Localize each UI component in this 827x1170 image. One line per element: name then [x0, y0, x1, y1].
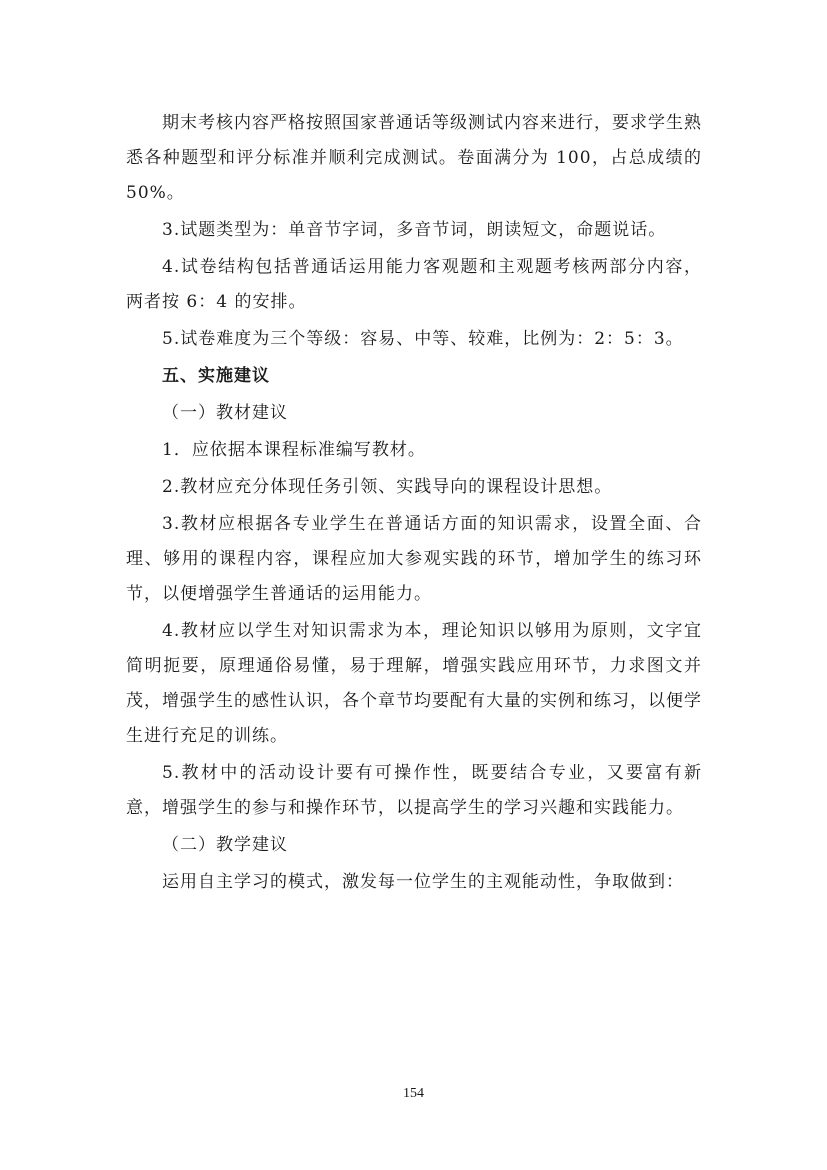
list-item: 3.教材应根据各专业学生在普通话方面的知识需求，设置全面、合理、够用的课程内容，课程应加大参观实践的环节，增加学生的练习环节，以便增强学生普通话的运用能力。: [126, 514, 702, 604]
subsection-heading-teaching: （二）教学建议: [162, 835, 288, 855]
paragraph-teaching-intro: 运用自主学习的模式，激发每一位学生的主观能动性，争取做到：: [162, 872, 684, 892]
list-item: 5.教材中的活动设计要有可操作性，既要结合专业，又要富有新意，增强学生的参与和操作环节，以提高学生的学习兴趣和实践能力。: [126, 763, 702, 818]
page-number: 154: [403, 1086, 424, 1101]
list-item: 4.教材应以学生对知识需求为本，理论知识以够用为原则，文字宜简明扼要，原理通俗易懂，易于理解，增强实践应用环节，力求图文并茂，增强学生的感性认识，各个章节均要配有大量的实例和练习，以便学生进行充足的训练。: [126, 621, 702, 746]
paragraph-paper-structure: 4.试卷结构包括普通话运用能力客观题和主观题考核两部分内容，两者按 6：4 的安排。: [126, 257, 702, 312]
list-item: 2.教材应充分体现任务引领、实践导向的课程设计思想。: [162, 477, 613, 497]
subsection-heading-textbook: （一）教材建议: [162, 403, 288, 423]
paragraph-question-types: 3.试题类型为：单音节字词，多音节词，朗读短文，命题说话。: [162, 220, 667, 240]
list-item: 1．应依据本课程标准编写教材。: [162, 440, 426, 460]
paragraph-exam-content: 期末考核内容严格按照国家普通话等级测试内容来进行，要求学生熟悉各种题型和评分标准并顺利完成测试。卷面满分为 100，占总成绩的 50%。: [126, 113, 702, 203]
page-content: [126, 106, 702, 902]
section-heading: 五、实施建议: [162, 366, 270, 386]
paragraph-difficulty: 5.试卷难度为三个等级：容易、中等、较难，比例为：2：5：3。: [162, 329, 684, 349]
